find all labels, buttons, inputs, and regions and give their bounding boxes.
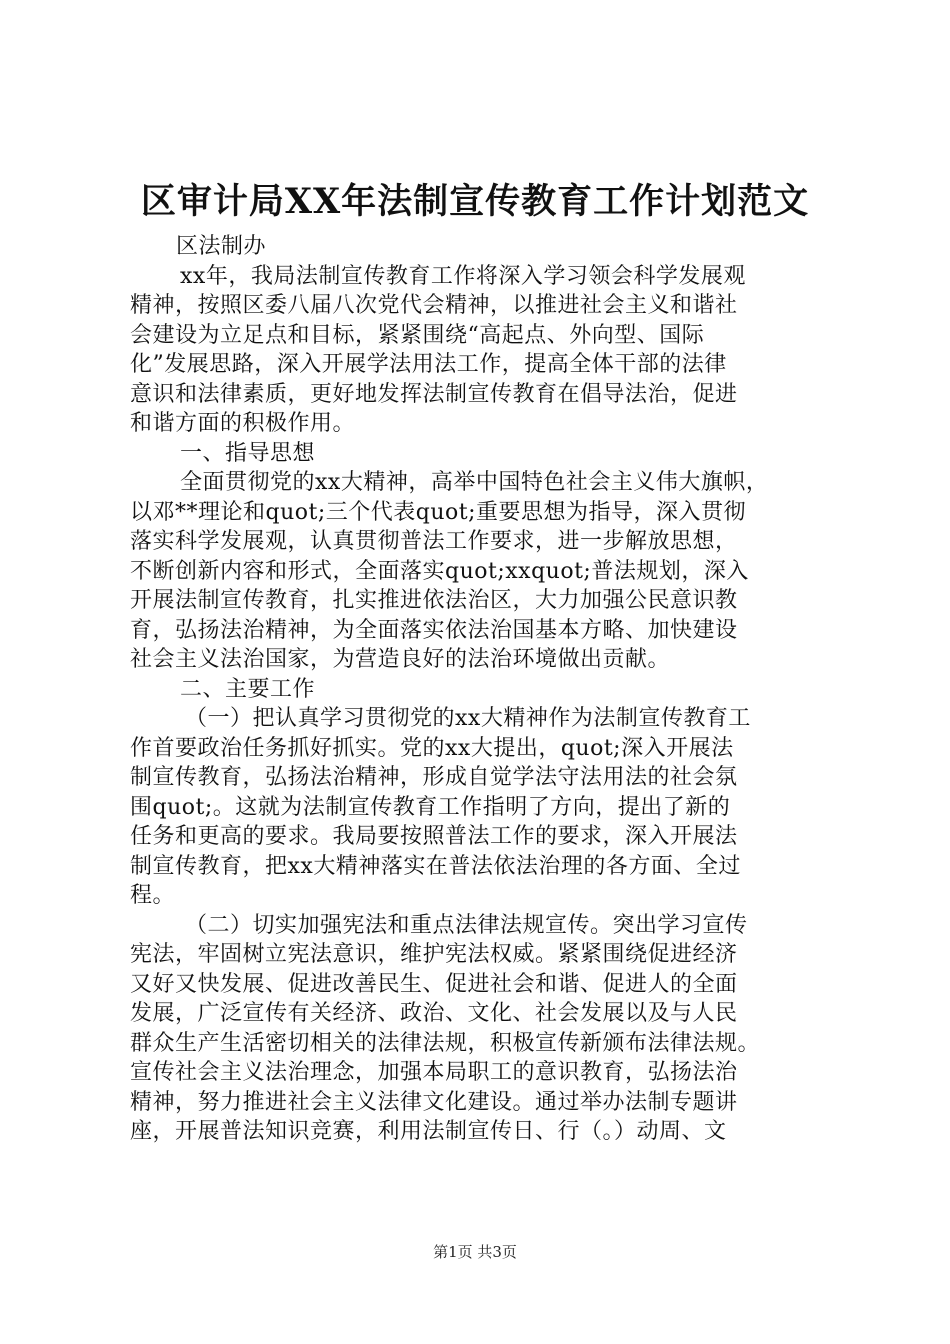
paragraph-line: 以邓**理论和quot;三个代表quot;重要思想为指导，深入贯彻 [130, 499, 747, 525]
paragraph-line: 化”发展思路，深入开展学法用法工作，提高全体干部的法律 [130, 352, 727, 377]
paragraph-line: 不断创新内容和形式，全面落实quot;xxquot;普法规划，深入 [130, 558, 749, 584]
paragraph-line: 围quot;。这就为法制宣传教育工作指明了方向，提出了新的 [130, 794, 731, 820]
paragraph-line: 制宣传教育，把xx大精神落实在普法依法治理的各方面、全过 [130, 853, 741, 879]
paragraph-line: 又好又快发展、促进改善民生、促进社会和谐、促进人的全面 [130, 971, 738, 997]
paragraph-line: 开展法制宣传教育，扎实推进依法治区，大力加强公民意识教 [130, 588, 738, 613]
paragraph-line: xx年，我局法制宣传教育工作将深入学习领会科学发展观 [180, 263, 746, 289]
author-line: 区法制办 [176, 234, 267, 259]
paragraph-line: 程。 [130, 883, 176, 908]
paragraph-line: 和谐方面的积极作用。 [130, 411, 356, 436]
paragraph-line: （一）把认真学习贯彻党的xx大精神作为法制宣传教育工 [185, 706, 751, 731]
document-body [130, 232, 842, 1147]
paragraph-line: （二）切实加强宪法和重点法律法规宣传。突出学习宣传 [185, 912, 748, 938]
paragraph-line: 会建设为立足点和目标，紧紧围绕“高起点、外向型、国际 [130, 322, 705, 348]
paragraph-line: 座，开展普法知识竞赛，利用法制宣传日、行（。）动周、文 [130, 1119, 727, 1144]
paragraph-line: 宣传社会主义法治理念，加强本局职工的意识教育，弘扬法治 [130, 1060, 738, 1085]
paragraph-line: 精神，按照区委八届八次党代会精神，以推进社会主义和谐社 [130, 293, 738, 318]
paragraph-line: 作首要政治任务抓好抓实。党的xx大提出，quot;深入开展法 [130, 735, 734, 761]
section-heading: 一、指导思想 [180, 440, 316, 466]
paragraph-line: 落实科学发展观，认真贯彻普法工作要求，进一步解放思想， [130, 529, 738, 554]
document-title: 区审计局XX年法制宣传教育工作计划范文 [140, 181, 810, 222]
paragraph-line: 社会主义法治国家，为营造良好的法治环境做出贡献。 [130, 647, 671, 672]
paragraph-line: 育，弘扬法治精神，为全面落实依法治国基本方略、加快建设 [130, 617, 738, 643]
paragraph-line: 制宣传教育，弘扬法治精神，形成自觉学法守法用法的社会氛 [130, 765, 738, 790]
page-number: 第1页 共3页 [433, 1243, 517, 1261]
paragraph-line: 全面贯彻党的xx大精神，高举中国特色社会主义伟大旗帜， [180, 470, 769, 495]
paragraph-line: 精神，努力推进社会主义法律文化建设。通过举办法制专题讲 [130, 1089, 738, 1115]
paragraph-line: 群众生产生活密切相关的法律法规，积极宣传新颁布法律法规。 [130, 1030, 761, 1056]
paragraph-line: 任务和更高的要求。我局要按照普法工作的要求，深入开展法 [130, 824, 738, 849]
paragraph-line: 发展，广泛宣传有关经济、政治、文化、社会发展以及与人民 [130, 1001, 738, 1026]
paragraph-line: 宪法，牢固树立宪法意识，维护宪法权威。紧紧围绕促进经济 [130, 942, 738, 967]
paragraph-line: 意识和法律素质，更好地发挥法制宣传教育在倡导法治，促进 [130, 381, 738, 407]
section-heading: 二、主要工作 [180, 676, 316, 702]
